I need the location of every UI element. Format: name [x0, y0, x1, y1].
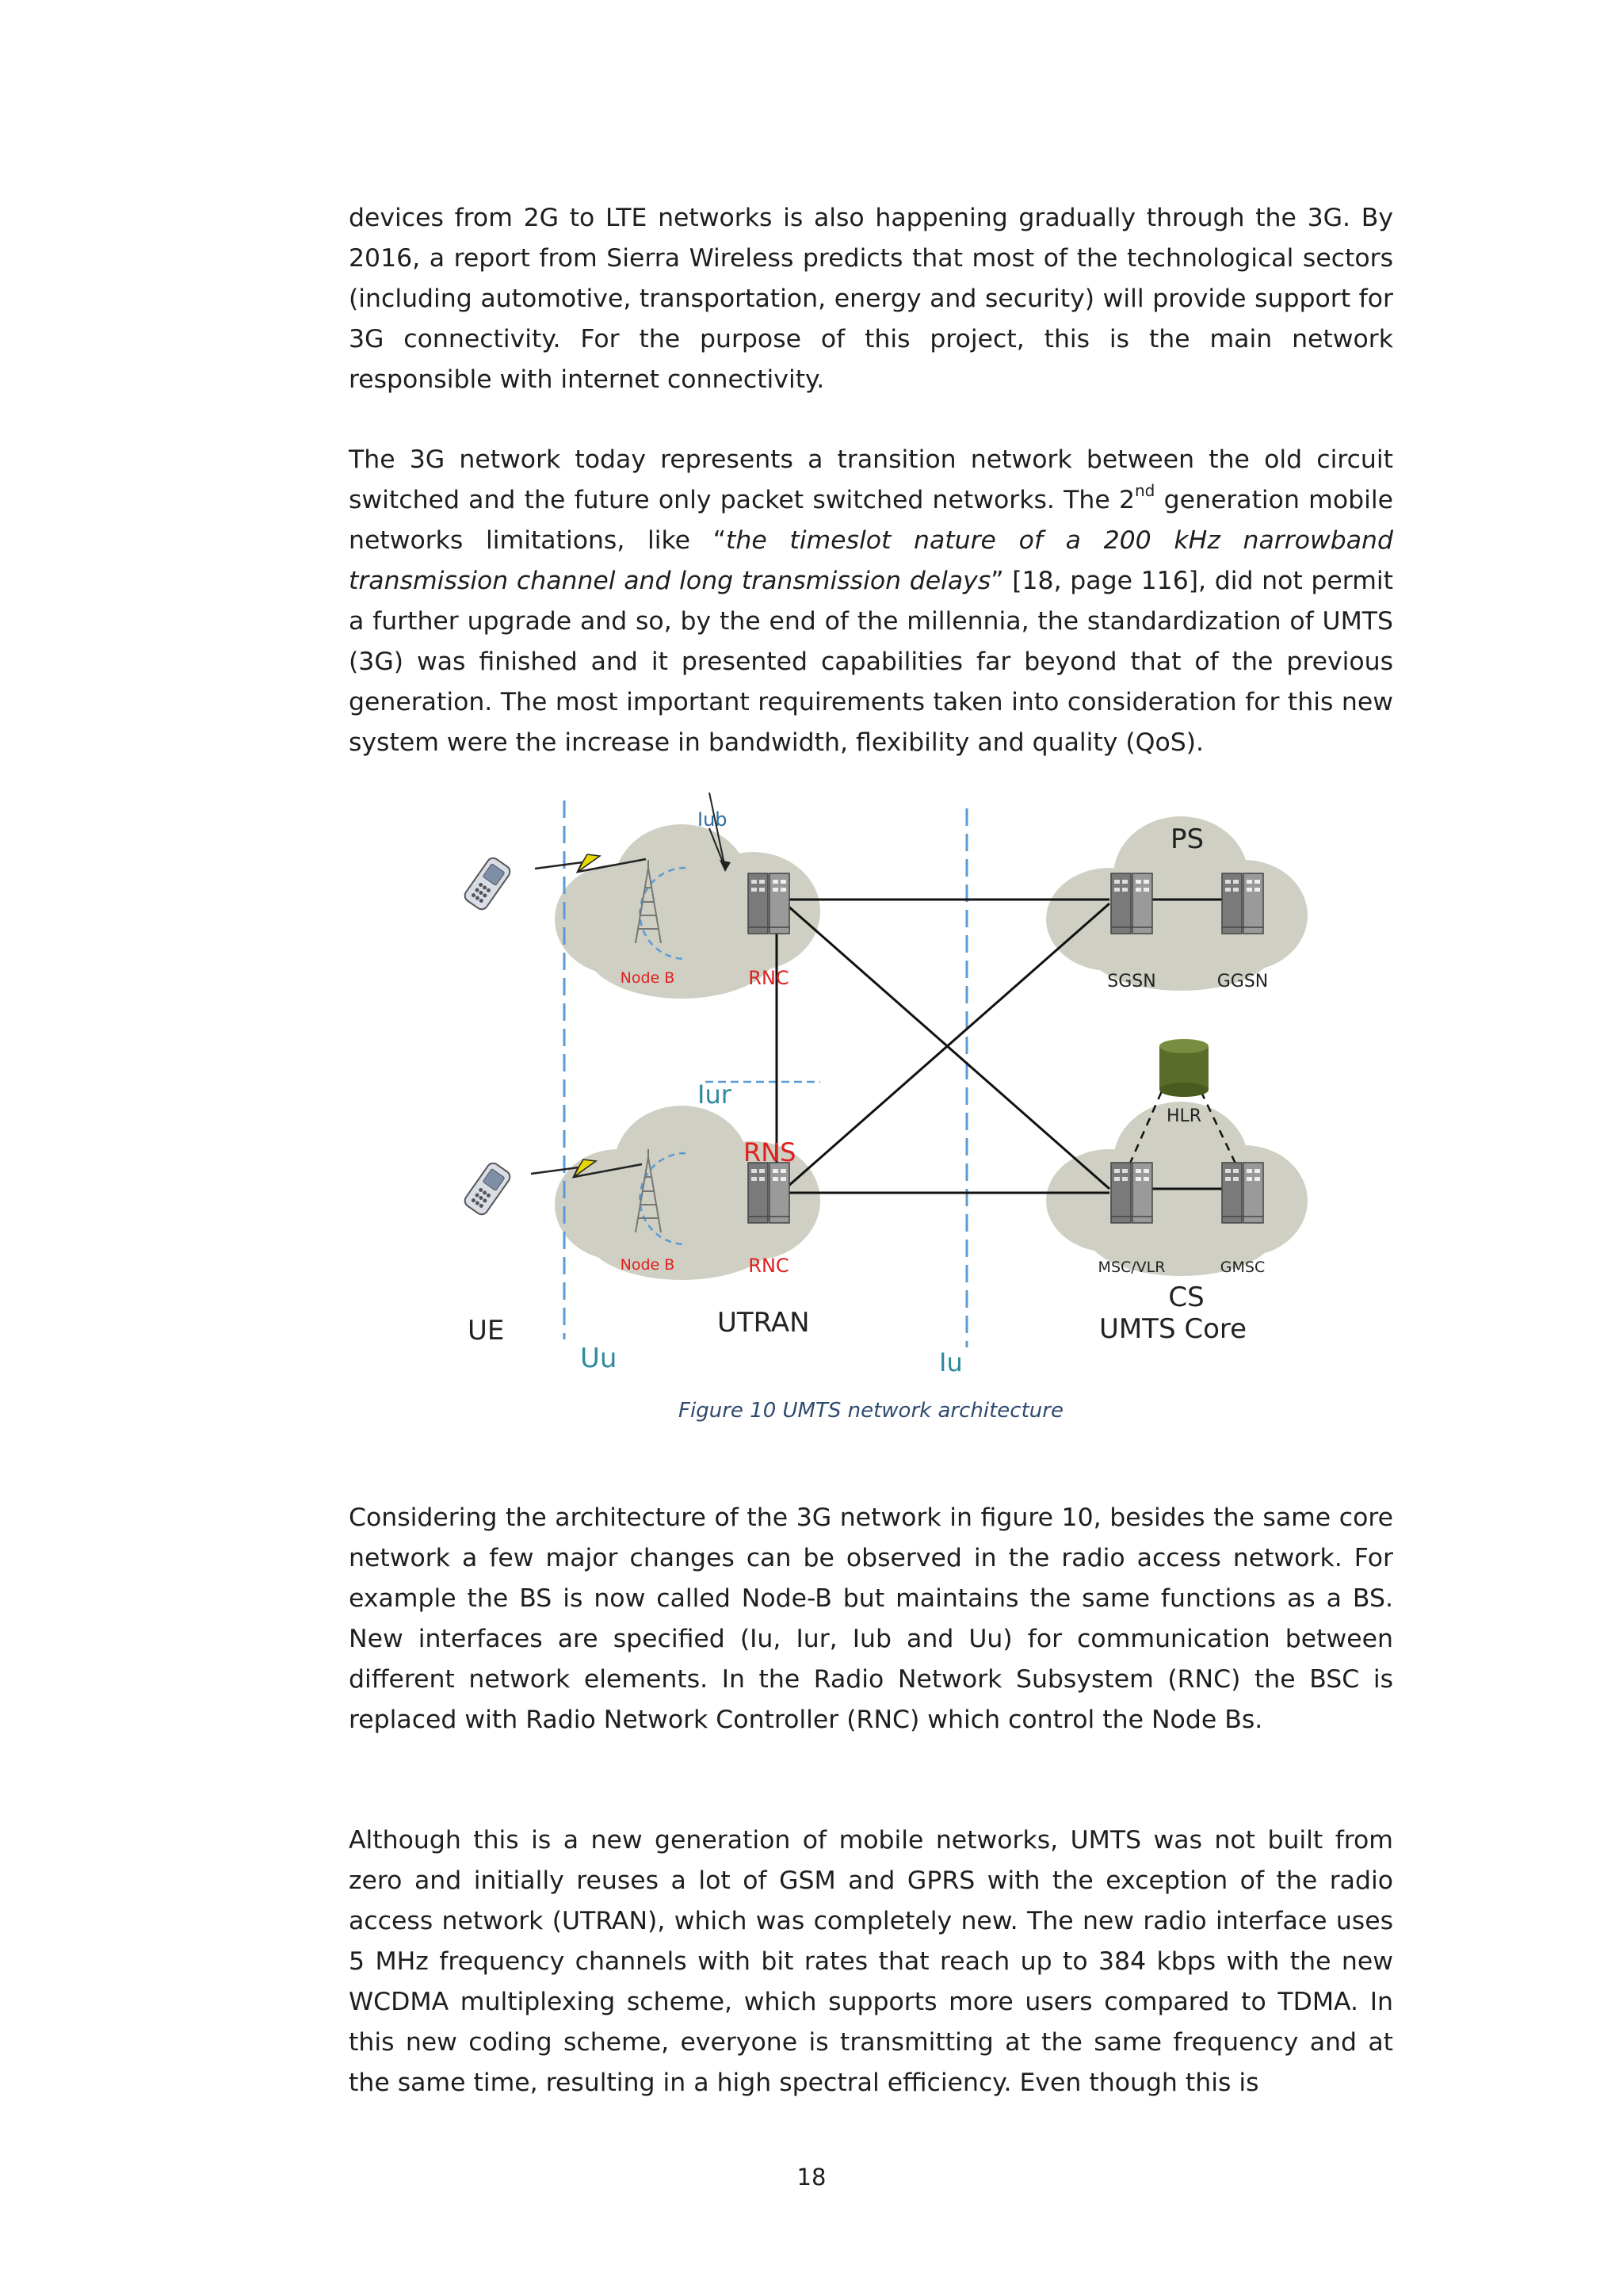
- paragraph-2-text-b: generation mobile networks limitations, like “: [349, 486, 1393, 555]
- label-umts-core: UMTS Core: [1098, 1313, 1247, 1345]
- label-node-b-top: Node B: [620, 969, 675, 987]
- paragraph-3: Considering the architecture of the 3G network in figure 10, besides the same core network a few major changes can be observed in the radio access network. For example the BS is now called Node-B but maintains the same functions as a BS. New interfaces are specified (Iu, Iur, Iub and Uu) for communication between different network elements. In the Radio Network Subsystem (RNC) the BSC is replaced with Radio Network Controller (RNC) which control the Node Bs.: [349, 1503, 1393, 1734]
- label-ps: PS: [1170, 823, 1205, 855]
- label-iur: Iur: [697, 1079, 731, 1110]
- label-cs: CS: [1168, 1282, 1205, 1313]
- paragraph-1: devices from 2G to LTE networks is also happening gradually through the 3G. By 2016, a report from Sierra Wireless predicts that most of the technological sectors (including automotive, transportation, energy and security) will provide support for 3G connectivity. For the purpose of this project, this is the main network responsible with internet connectivity.: [349, 204, 1393, 394]
- label-ggsn: GGSN: [1216, 972, 1269, 991]
- paragraph-4: Although this is a new generation of mobile networks, UMTS was not built from zero and initially reuses a lot of GSM and GPRS with the exception of the radio access network (UTRAN), which was completely new. The new radio interface uses 5 MHz frequency channels with bit rates that reach up to 384 kbps with the new WCDMA multiplexing scheme, which supports more users compared to TDMA. In this new coding scheme, everyone is transmitting at the same frequency and at the same time, resulting in a high spectral efficiency. Even though this is: [349, 1826, 1393, 2097]
- label-msc-vlr: MSC/VLR: [1098, 1259, 1166, 1276]
- label-hlr: HLR: [1166, 1106, 1202, 1126]
- phone-icon: [463, 856, 513, 912]
- phone-icon: [463, 1161, 513, 1217]
- paragraph-2-text-a: The 3G network today represents a transition network between the old circuit switched and the future only packet switched networks. The 2: [349, 445, 1393, 514]
- umts-diagram: [444, 793, 1316, 1411]
- superscript-nd: nd: [1135, 480, 1155, 500]
- paragraph-2-quote: the timeslot nature of a 200 kHz narrowband transmission channel and long transmission delays: [349, 526, 1393, 595]
- label-gmsc: GMSC: [1220, 1259, 1266, 1276]
- figure-caption: Figure 10 UMTS network architecture: [678, 1399, 1064, 1423]
- paragraph-2: [349, 440, 1393, 763]
- label-rns: RNS: [743, 1137, 796, 1167]
- label-utran: UTRAN: [717, 1307, 810, 1339]
- paragraph-2-text-c: ” [18, page 116], did not permit a further upgrade and so, by the end of the millennia, the standardization of UMTS (3G) was finished and it presented capabilities far beyond that of the previous generation. The most important requirements taken into consideration for this new system were the increase in bandwidth, flexibility and quality (QoS).: [349, 567, 1393, 757]
- label-iu: Iu: [939, 1347, 963, 1377]
- database-icon: [1159, 1039, 1209, 1097]
- label-rnc-top: RNC: [748, 967, 789, 989]
- page-number: 18: [796, 2164, 827, 2191]
- label-ue: UE: [468, 1315, 505, 1347]
- label-sgsn: SGSN: [1107, 972, 1156, 991]
- label-iub: Iub: [697, 808, 727, 831]
- label-uu: Uu: [580, 1343, 617, 1374]
- label-node-b-bottom: Node B: [620, 1256, 675, 1274]
- label-rnc-bottom: RNC: [748, 1255, 789, 1277]
- umts-architecture-figure: [444, 793, 1316, 1411]
